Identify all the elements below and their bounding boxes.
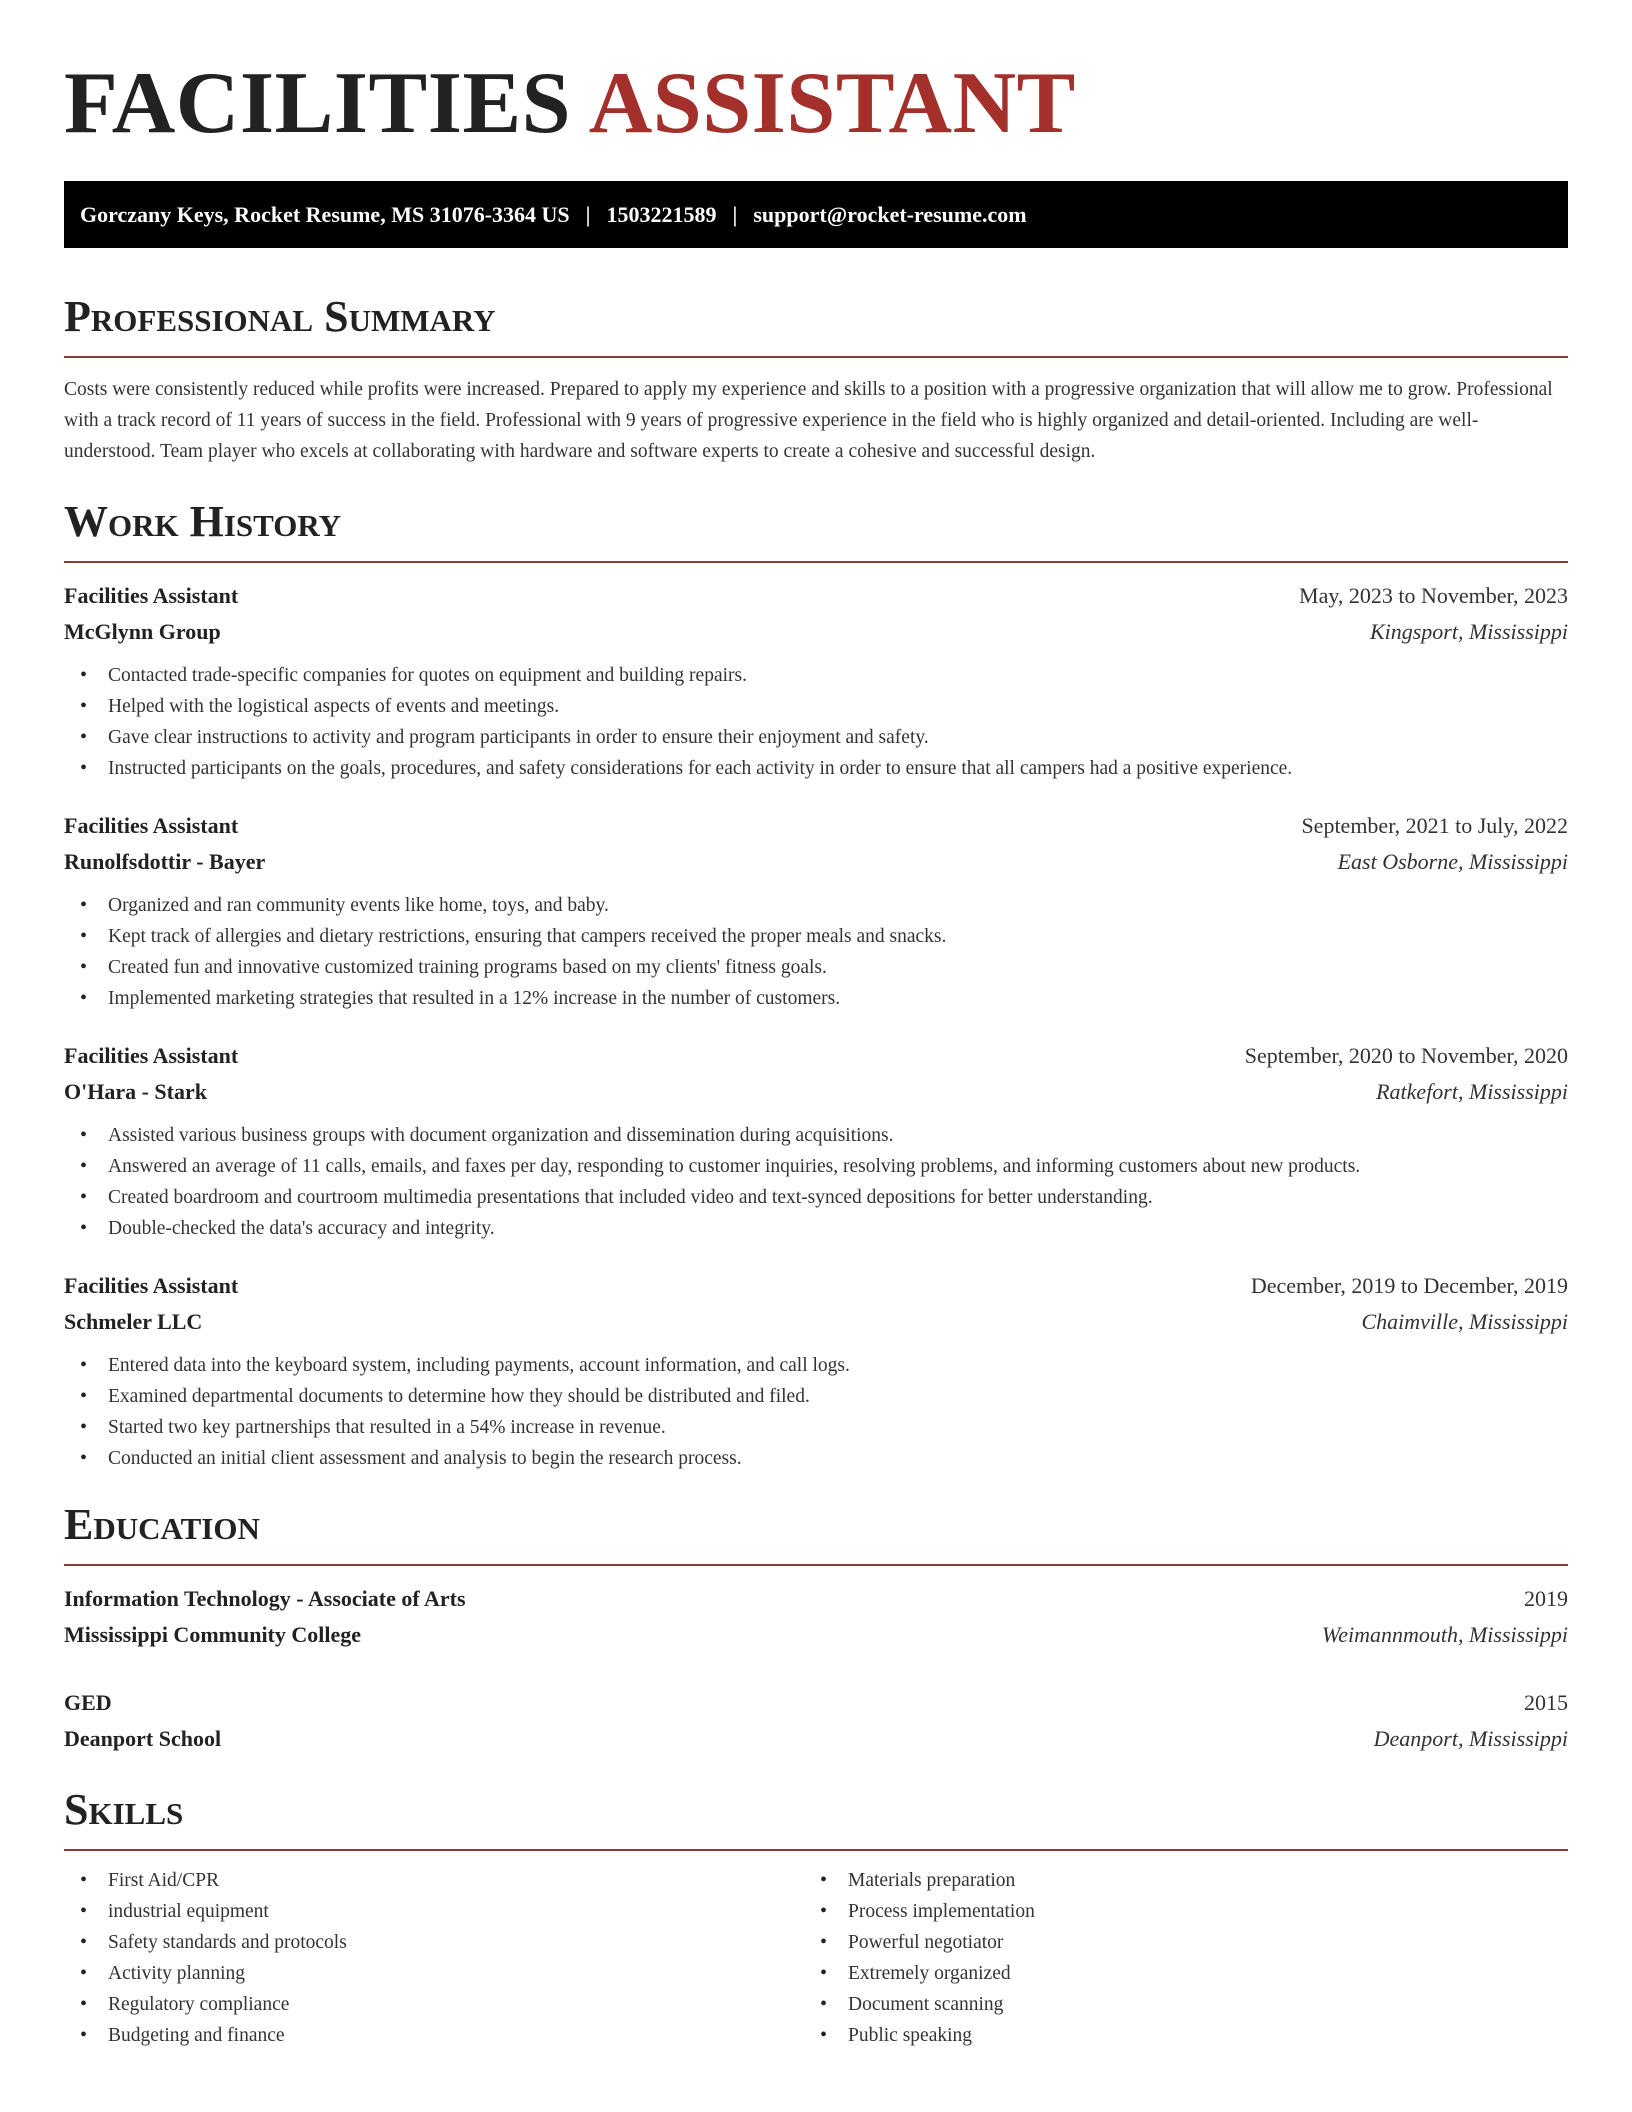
candidate-name xyxy=(64,55,1568,152)
education-entry xyxy=(64,1685,1568,1757)
education-location: Weimannmouth, Mississippi xyxy=(1321,1622,1568,1647)
list-item: • Created fun and innovative customized training programs based on my clients' fitness goals. xyxy=(64,952,1568,983)
education-entry xyxy=(64,1581,1568,1653)
list-item: • Materials preparation xyxy=(804,1865,1544,1896)
list-item: • Assisted various business groups with document organization and dissemination during acquisitions. xyxy=(64,1120,1568,1151)
list-item: • Examined departmental documents to determine how they should be distributed and filed. xyxy=(64,1381,1568,1412)
list-item: • Extremely organized xyxy=(804,1958,1544,1989)
skills-column-left xyxy=(64,1865,804,2051)
list-item: • Implemented marketing strategies that resulted in a 12% increase in the number of customers. xyxy=(64,983,1568,1014)
skills-section xyxy=(64,1785,1568,2051)
list-item: • Powerful negotiator xyxy=(804,1927,1544,1958)
job-bullets xyxy=(64,890,1568,1014)
contact-separator: | xyxy=(732,201,738,227)
list-item: • Double-checked the data's accuracy and integrity. xyxy=(64,1213,1568,1244)
job-entry xyxy=(64,1268,1568,1474)
skills-list xyxy=(804,1865,1544,2051)
contact-address: Gorczany Keys, Rocket Resume, MS 31076-3364 US xyxy=(80,201,570,227)
job-company: O'Hara - Stark xyxy=(64,1079,207,1104)
list-item: • Budgeting and finance xyxy=(64,2020,804,2051)
job-dates: September, 2020 to November, 2020 xyxy=(1244,1043,1568,1068)
work-heading: Work History xyxy=(64,497,342,546)
education-heading: Education xyxy=(64,1500,260,1549)
contact-separator: | xyxy=(585,201,591,227)
job-title: Facilities Assistant xyxy=(64,1273,239,1298)
list-item: • First Aid/CPR xyxy=(64,1865,804,1896)
job-bullets xyxy=(64,1350,1568,1474)
education-year: 2019 xyxy=(1524,1586,1568,1611)
job-dates: December, 2019 to December, 2019 xyxy=(1250,1273,1568,1298)
education-year: 2015 xyxy=(1524,1690,1568,1715)
section-divider xyxy=(64,1849,1568,1851)
education-school: Mississippi Community College xyxy=(64,1622,362,1647)
job-entry xyxy=(64,578,1568,784)
section-divider xyxy=(64,561,1568,563)
list-item: • Gave clear instructions to activity and program participants in order to ensure their enjoyment and safety. xyxy=(64,722,1568,753)
education-location: Deanport, Mississippi xyxy=(1373,1726,1568,1751)
section-divider xyxy=(64,356,1568,358)
list-item: • Public speaking xyxy=(804,2020,1544,2051)
summary-text: Costs were consistently reduced while profits were increased. Prepared to apply my experience and skills to a position with a progressive organization that will allow me to grow. Professional with a track record of 11 years of success in the field. Professional with 9 years of progressive experience in the field who is highly organized and detail-oriented. Including are well-understood. Team player who excels at collaborating with hardware and software experts to create a cohesive and successful design. xyxy=(64,379,1553,462)
education-degree: GED xyxy=(64,1690,112,1715)
job-location: Ratkefort, Mississippi xyxy=(1376,1079,1568,1104)
job-location: East Osborne, Mississippi xyxy=(1337,849,1568,874)
list-item: • Activity planning xyxy=(64,1958,804,1989)
skills-grid xyxy=(64,1865,1568,2051)
job-entry xyxy=(64,808,1568,1014)
list-item: • Instructed participants on the goals, procedures, and safety considerations for each activity in order to ensure that all campers had a positive experience. xyxy=(64,753,1568,784)
list-item: • Process implementation xyxy=(804,1896,1544,1927)
list-item: • Conducted an initial client assessment and analysis to begin the research process. xyxy=(64,1443,1568,1474)
list-item: • Regulatory compliance xyxy=(64,1989,804,2020)
contact-email[interactable]: support@rocket-resume.com xyxy=(753,201,1027,227)
contact-phone: 1503221589 xyxy=(606,201,717,227)
list-item: • Document scanning xyxy=(804,1989,1544,2020)
education-school: Deanport School xyxy=(64,1726,222,1751)
list-item: • Entered data into the keyboard system, including payments, account information, and call logs. xyxy=(64,1350,1568,1381)
list-item: • Helped with the logistical aspects of events and meetings. xyxy=(64,691,1568,722)
job-company: McGlynn Group xyxy=(64,619,221,644)
list-item: • Answered an average of 11 calls, emails, and faxes per day, responding to customer inquiries, resolving problems, and informing customers about new products. xyxy=(64,1151,1568,1182)
list-item: • Organized and ran community events like home, toys, and baby. xyxy=(64,890,1568,921)
summary-section xyxy=(64,292,1568,467)
list-item: • Contacted trade-specific companies for quotes on equipment and building repairs. xyxy=(64,660,1568,691)
list-item: • Started two key partnerships that resulted in a 54% increase in revenue. xyxy=(64,1412,1568,1443)
education-section xyxy=(64,1500,1568,1757)
job-dates: May, 2023 to November, 2023 xyxy=(1299,583,1568,608)
contact-bar xyxy=(64,181,1568,248)
job-title: Facilities Assistant xyxy=(64,813,239,838)
list-item: • Safety standards and protocols xyxy=(64,1927,804,1958)
section-divider xyxy=(64,1564,1568,1566)
job-title: Facilities Assistant xyxy=(64,1043,239,1068)
job-dates: September, 2021 to July, 2022 xyxy=(1301,813,1568,838)
list-item: • industrial equipment xyxy=(64,1896,804,1927)
list-item: • Kept track of allergies and dietary restrictions, ensuring that campers received the proper meals and snacks. xyxy=(64,921,1568,952)
job-bullets xyxy=(64,660,1568,784)
skills-column-right xyxy=(804,1865,1544,2051)
name-first: FACILITIES xyxy=(64,55,572,152)
summary-heading: Professional Summary xyxy=(64,292,496,341)
work-section xyxy=(64,497,1568,1474)
skills-heading: Skills xyxy=(64,1785,184,1834)
list-item: • Created boardroom and courtroom multimedia presentations that included video and text-synced depositions for better understanding. xyxy=(64,1182,1568,1213)
job-company: Runolfsdottir - Bayer xyxy=(64,849,266,874)
name-last: ASSISTANT xyxy=(588,55,1076,152)
job-bullets xyxy=(64,1120,1568,1244)
job-entry xyxy=(64,1038,1568,1244)
job-location: Kingsport, Mississippi xyxy=(1369,619,1568,644)
job-title: Facilities Assistant xyxy=(64,583,239,608)
job-location: Chaimville, Mississippi xyxy=(1361,1309,1568,1334)
job-company: Schmeler LLC xyxy=(64,1309,203,1334)
skills-list xyxy=(64,1865,804,2051)
education-degree: Information Technology - Associate of Arts xyxy=(64,1586,466,1611)
